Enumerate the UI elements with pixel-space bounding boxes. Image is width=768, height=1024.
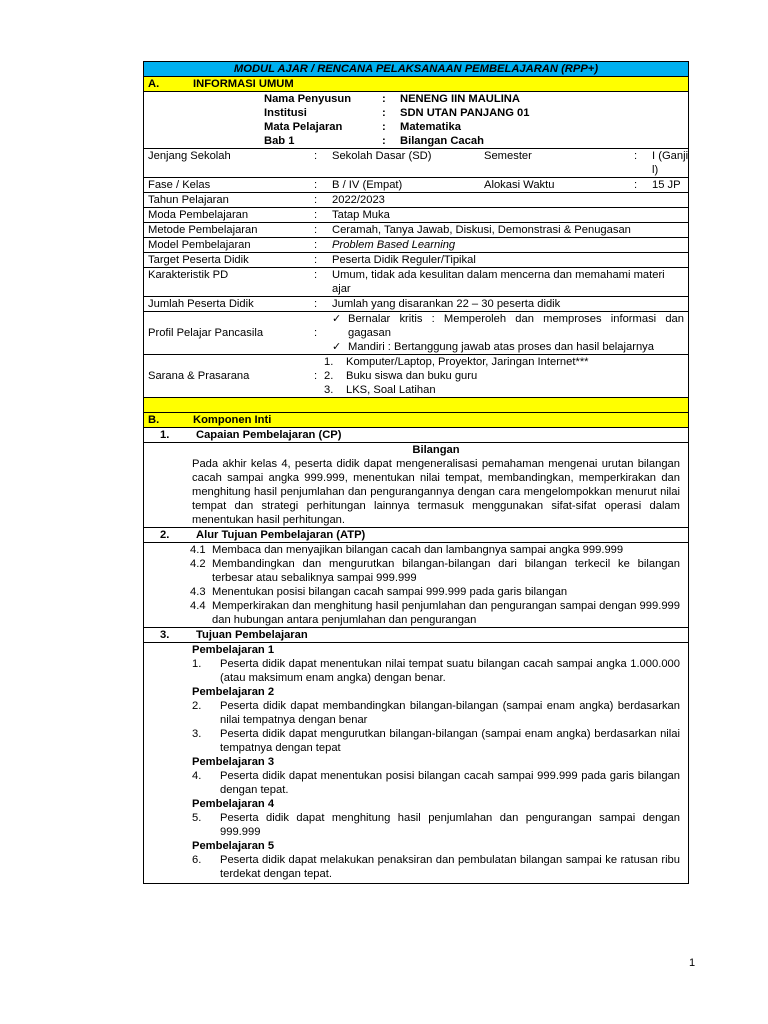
info-value: Problem Based Learning <box>332 239 456 251</box>
cp-header: 1. Capaian Pembelajaran (CP) <box>144 428 689 443</box>
author-label: Nama Penyusun <box>264 93 352 105</box>
info-value: Jumlah yang disarankan 22 – 30 peserta didik <box>332 298 561 310</box>
info-row-karakteristik <box>144 268 689 297</box>
tp-list <box>192 769 680 797</box>
rpp-table <box>143 61 689 884</box>
tp-body <box>144 643 689 884</box>
list-item: 1. Peserta didik dapat menentukan nilai tempat suatu bilangan cacah sampai angka 1.000.000 (atau maksimum enam angka) dengan benar. <box>192 658 680 684</box>
tp-list <box>192 657 680 685</box>
list-item: 6. Peserta didik dapat melakukan penaksiran dan pembulatan bilangan sampai ke ratusan ribu terdekat dengan tepat. <box>192 854 680 880</box>
tp-group-title: Pembelajaran 3 <box>192 756 275 768</box>
info-sep: : <box>314 239 318 251</box>
author-info-block <box>144 92 689 149</box>
list-item: ✓ Bernalar kritis : Memperoleh dan memproses informasi dan gagasan <box>332 313 684 339</box>
info-value: Peserta Didik Reguler/Tipikal <box>332 254 476 266</box>
jenjang-row <box>144 149 689 178</box>
subject-row <box>264 120 684 134</box>
profil-label: Profil Pelajar Pancasila <box>148 327 264 339</box>
info-value: 2022/2023 <box>332 194 385 206</box>
section-b-number: B. <box>148 414 160 426</box>
chapter-value: Bilangan Cacah <box>400 135 484 147</box>
list-item: 5. Peserta didik dapat menghitung hasil penjumlahan dan pengurangan sampai dengan 999.999 <box>192 812 680 838</box>
list-item: 4. Peserta didik dapat menentukan posisi bilangan cacah sampai 999.999 pada garis bilangan dengan tepat. <box>192 770 680 796</box>
fase-label: Fase / Kelas <box>148 179 211 191</box>
document-title: MODUL AJAR / RENCANA PELAKSANAAN PEMBELAJARAN (RPP+) <box>144 62 689 77</box>
info-sep: : <box>314 254 318 266</box>
info-label: Target Peserta Didik <box>148 254 249 266</box>
semester-value: I (Ganjil) <box>652 150 689 176</box>
alokasi-sep: : <box>634 179 638 191</box>
jenjang-sep: : <box>314 150 318 162</box>
chapter-row <box>264 134 684 148</box>
tp-group-title: Pembelajaran 4 <box>192 798 275 810</box>
fase-sep: : <box>314 179 318 191</box>
alokasi-label: Alokasi Waktu <box>484 179 555 191</box>
institution-label: Institusi <box>264 107 307 119</box>
info-row-moda <box>144 208 689 223</box>
chapter-label: Bab 1 <box>264 135 295 147</box>
subject-value: Matematika <box>400 121 461 133</box>
alokasi-value: 15 JP <box>652 179 681 191</box>
sarana-sep: : <box>314 370 318 382</box>
section-a-title: INFORMASI UMUM <box>193 78 294 90</box>
section-b-title: Komponen Inti <box>193 414 272 426</box>
info-label: Model Pembelajaran <box>148 239 251 251</box>
check-icon: ✓ <box>332 341 342 353</box>
jenjang-value: Sekolah Dasar (SD) <box>332 150 432 162</box>
list-item: 3. LKS, Soal Latihan <box>324 384 436 396</box>
profil-list <box>332 312 684 354</box>
document-page <box>143 61 689 884</box>
profil-sep: : <box>314 327 318 339</box>
info-value: Tatap Muka <box>332 209 390 221</box>
tp-group-title: Pembelajaran 2 <box>192 686 275 698</box>
list-item: 2. Buku siswa dan buku guru <box>324 370 478 382</box>
semester-sep: : <box>634 150 638 162</box>
info-sep: : <box>314 194 318 206</box>
subject-label: Mata Pelajaran <box>264 121 343 133</box>
atp-body <box>144 543 689 628</box>
cp-text: Pada akhir kelas 4, peserta didik dapat mengeneralisasi pemahaman mengenai urutan bilangan cacah sampai angka 999.999, menentukan nilai tempat, membandingkan, memperkirakan dan menghitung hasil penjumlahan dan pengurangannya dengan cara mengelompokkan menurut nilai tempat dan strategi perhitungan lainnya termasuk menggunakan sifat-sifat operasi dalam menentukan hasil perhitungan. <box>192 458 680 526</box>
list-item: 1. Komputer/Laptop, Proyektor, Jaringan Internet*** <box>324 356 589 368</box>
tp-list <box>192 811 680 839</box>
info-row-metode <box>144 223 689 238</box>
info-label: Tahun Pelajaran <box>148 194 229 206</box>
chapter-sep: : <box>382 135 386 147</box>
info-value: Ceramah, Tanya Jawab, Diskusi, Demonstrasi & Penugasan <box>332 224 631 236</box>
sarana-row <box>144 355 689 398</box>
sarana-label: Sarana & Prasarana <box>148 370 250 382</box>
section-a-number: A. <box>148 78 160 90</box>
info-sep: : <box>314 269 318 281</box>
jenjang-label: Jenjang Sekolah <box>148 150 231 162</box>
section-b-header <box>144 413 689 428</box>
tp-list <box>192 699 680 755</box>
tp-header: 3. Tujuan Pembelajaran <box>144 628 689 643</box>
institution-row <box>264 106 684 120</box>
author-sep: : <box>382 93 386 105</box>
info-sep: : <box>314 298 318 310</box>
section-a-header <box>144 77 689 92</box>
institution-sep: : <box>382 107 386 119</box>
fase-value: B / IV (Empat) <box>332 179 403 191</box>
page-number: 1 <box>689 957 696 969</box>
list-item: 3. Peserta didik dapat mengurutkan bilangan-bilangan (sampai enam angka) berdasarkan nilai tempatnya dengan tepat <box>192 728 680 754</box>
fase-row <box>144 178 689 193</box>
list-item: 4.2 Membandingkan dan mengurutkan bilangan-bilangan dari bilangan terkecil ke bilangan terbesar atau sebaliknya sampai 999.999 <box>190 558 680 584</box>
semester-label: Semester <box>484 150 532 162</box>
info-row-model <box>144 238 689 253</box>
cp-body <box>144 443 689 528</box>
list-item: 4.1 Membaca dan menyajikan bilangan cacah dan lambangnya sampai angka 999.999 <box>190 544 624 556</box>
tp-list <box>192 853 680 881</box>
institution-value: SDN UTAN PANJANG 01 <box>400 107 530 119</box>
list-item: 4.3 Menentukan posisi bilangan cacah sampai 999.999 pada garis bilangan <box>190 586 568 598</box>
check-icon: ✓ <box>332 313 342 325</box>
info-label: Moda Pembelajaran <box>148 209 249 221</box>
info-value: Umum, tidak ada kesulitan dalam mencerna dan memahami materi ajar <box>332 269 665 295</box>
list-item: 4.4 Memperkirakan dan menghitung hasil penjumlahan dan pengurangan sampai dengan 999.999 dan hubungan antara penjumlahan dan pengurangan <box>190 600 680 626</box>
list-item: ✓ Mandiri : Bertanggung jawab atas proses dan hasil belajarnya <box>332 341 654 353</box>
tp-group-title: Pembelajaran 1 <box>192 644 275 656</box>
info-row-tahun <box>144 193 689 208</box>
subject-sep: : <box>382 121 386 133</box>
author-value: NENENG IIN MAULINA <box>400 93 520 105</box>
profil-row <box>144 312 689 355</box>
info-label: Jumlah Peserta Didik <box>148 298 254 310</box>
info-row-jumlah <box>144 297 689 312</box>
list-item: 2. Peserta didik dapat membandingkan bilangan-bilangan (sampai enam angka) berdasarkan nilai tempatnya dengan benar <box>192 700 680 726</box>
atp-list <box>190 543 680 627</box>
info-label: Metode Pembelajaran <box>148 224 258 236</box>
author-row <box>264 92 684 106</box>
tp-group-title: Pembelajaran 5 <box>192 840 275 852</box>
info-label: Karakteristik PD <box>148 269 229 281</box>
info-sep: : <box>314 224 318 236</box>
spacer-row <box>144 398 689 413</box>
cp-subtitle: Bilangan <box>412 444 460 456</box>
atp-header: 2. Alur Tujuan Pembelajaran (ATP) <box>144 528 689 543</box>
info-row-target <box>144 253 689 268</box>
sarana-list <box>324 355 684 397</box>
info-sep: : <box>314 209 318 221</box>
